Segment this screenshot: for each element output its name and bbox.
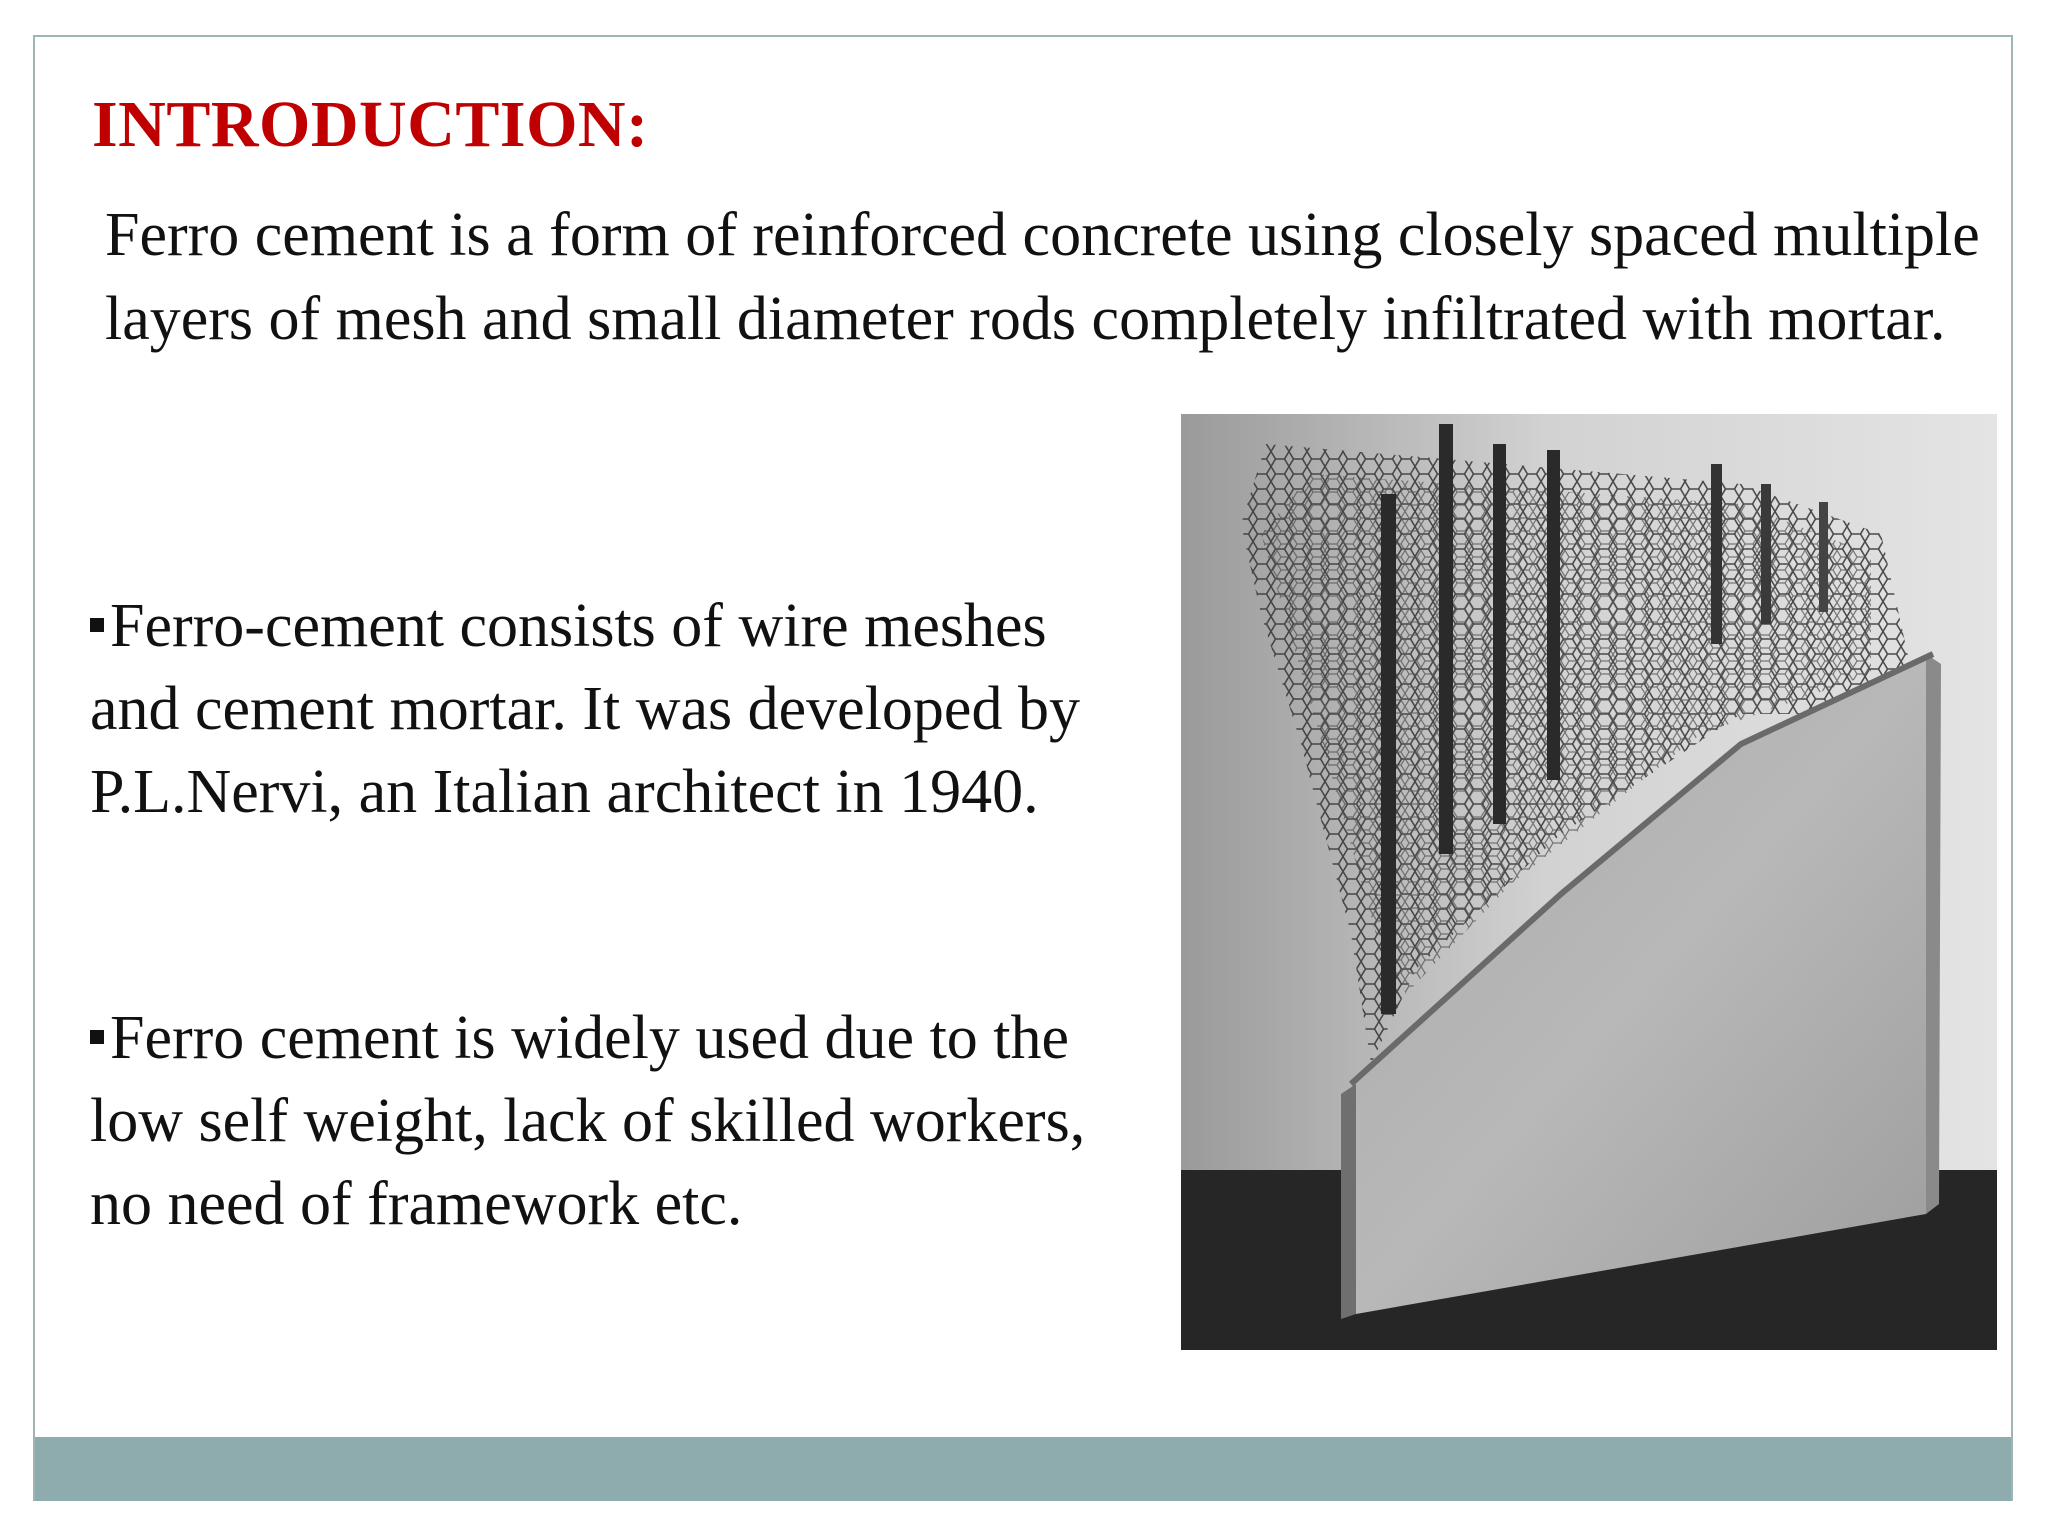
bullet-text: Ferro-cement consists of wire meshes and cement mortar. It was developed by P.L.Nervi, an Italian architect in 1940. (90, 592, 1080, 826)
ferro-cement-photo (1181, 414, 1997, 1350)
square-bullet-icon (90, 1030, 104, 1044)
bullet-text: Ferro cement is widely used due to the low self weight, lack of skilled workers, no need of framework etc. (90, 1004, 1086, 1238)
footer-bar (35, 1437, 2011, 1501)
bullet-item (90, 997, 1100, 1246)
slide-title: INTRODUCTION: (92, 88, 649, 161)
bullet-item (90, 585, 1100, 834)
intro-paragraph: Ferro cement is a form of reinforced concrete using closely spaced multiple layers of mesh and small diameter rods completely infiltrated with mortar. (105, 201, 1980, 353)
square-bullet-icon (90, 618, 104, 632)
slide (33, 35, 2013, 1501)
